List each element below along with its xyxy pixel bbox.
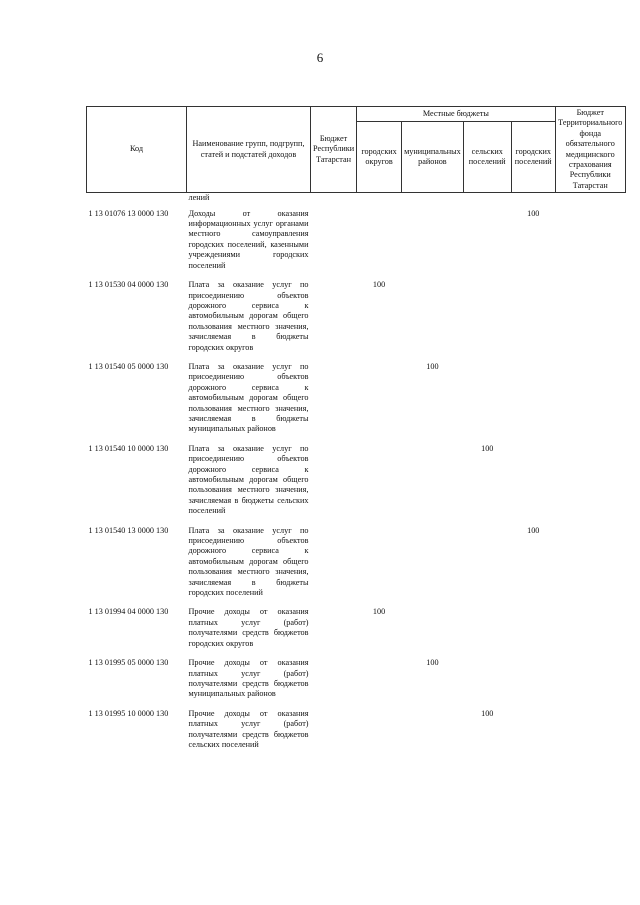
row-urban-value: 100 — [527, 208, 540, 218]
row-city-value — [357, 709, 402, 760]
row-rural-value — [463, 607, 511, 658]
row-urban-value: 100 — [527, 525, 540, 535]
table-row — [87, 607, 626, 658]
row-urban-value — [511, 658, 555, 709]
row-urban-value — [511, 280, 555, 362]
row-rural-value — [463, 362, 511, 444]
table-row — [87, 658, 626, 709]
row-rural-value: 100 — [481, 708, 494, 718]
row-mun-value — [402, 280, 464, 362]
row-mun-value — [402, 607, 464, 658]
row-code: 1 13 01995 10 0000 130 — [88, 708, 169, 718]
row-rt-value — [311, 658, 357, 709]
row-urban-value — [511, 444, 555, 526]
table-row — [87, 209, 626, 280]
row-city-value — [357, 444, 402, 526]
row-mun-value — [402, 709, 464, 760]
row-name: Плата за оказание услуг по присоединению объектов дорожного сервиса к автомобильным дорогам общего пользования местного значения, зачисляемая в бюджеты сельских поселений — [188, 443, 309, 516]
row-code: 1 13 01540 05 0000 130 — [88, 361, 169, 371]
row-city-value: 100 — [372, 607, 386, 617]
row-urban-value — [511, 709, 555, 760]
row-rural-value — [463, 209, 511, 280]
row-rural-value — [463, 658, 511, 709]
continuation-text: лений — [188, 193, 210, 203]
row-mun-value — [402, 209, 464, 280]
table-row — [87, 444, 626, 526]
row-name: Плата за оказание услуг по присоединению объектов дорожного сервиса к автомобильным дорогам общего пользования местного значения, зачисляемая в бюджеты городских поселений — [188, 525, 309, 598]
row-code: 1 13 01995 05 0000 130 — [88, 658, 169, 668]
row-city-value — [357, 362, 402, 444]
header-urban-settlements: городских поселений — [511, 122, 555, 193]
row-name: Прочие доходы от оказания платных услуг (работ) получателями средств бюджетов сельских поселений — [188, 708, 309, 749]
header-municipal-districts: муниципальных районов — [402, 122, 464, 193]
row-mun-value: 100 — [426, 361, 439, 371]
header-rt-budget: Бюджет Республики Татарстан — [311, 107, 357, 193]
header-code: Код — [87, 107, 187, 193]
table-row — [87, 526, 626, 608]
row-name: Плата за оказание услуг по присоединению объектов дорожного сервиса к автомобильным дорогам общего пользования местного значения, зачисляемая в бюджеты муниципальных районов — [188, 361, 309, 434]
row-rural-value — [463, 526, 511, 608]
row-name: Прочие доходы от оказания платных услуг (работ) получателями средств бюджетов городских округов — [188, 607, 309, 648]
row-code: 1 13 01076 13 0000 130 — [88, 208, 169, 218]
header-tfoms: Бюджет Территориального фонда обязательного медицинского страхования Республики Татарстан — [555, 107, 625, 193]
row-code: 1 13 01530 04 0000 130 — [88, 280, 169, 290]
row-rt-value — [311, 526, 357, 608]
row-rt-value — [311, 362, 357, 444]
row-city-value: 100 — [372, 280, 386, 290]
row-urban-value — [511, 362, 555, 444]
row-rt-value — [311, 209, 357, 280]
row-rural-value — [463, 280, 511, 362]
row-city-value — [357, 209, 402, 280]
row-mun-value — [402, 444, 464, 526]
header-local-budgets: Местные бюджеты — [357, 107, 556, 122]
row-mun-value — [402, 526, 464, 608]
revenue-distribution-table — [86, 106, 626, 759]
row-mun-value: 100 — [426, 658, 439, 668]
table-row — [87, 280, 626, 362]
row-name: Прочие доходы от оказания платных услуг (работ) получателями средств бюджетов муниципальных районов — [188, 658, 309, 699]
row-rt-value — [311, 607, 357, 658]
row-city-value — [357, 658, 402, 709]
header-name: Наименование групп, подгрупп, статей и подстатей доходов — [187, 107, 311, 193]
table-row — [87, 362, 626, 444]
row-code: 1 13 01540 13 0000 130 — [88, 525, 169, 535]
row-code: 1 13 01994 04 0000 130 — [88, 607, 169, 617]
row-name: Доходы от оказания информационных услуг органами местного самоуправления городских поселений, казенными учреждениями городских поселений — [188, 208, 309, 270]
continuation-row — [87, 193, 626, 209]
page-number: 6 — [316, 50, 324, 65]
row-urban-value — [511, 607, 555, 658]
row-rt-value — [311, 280, 357, 362]
row-name: Плата за оказание услуг по присоединению объектов дорожного сервиса к автомобильным дорогам общего пользования местного значения, зачисляемая в бюджеты городских округов — [188, 280, 309, 352]
header-rural-settlements: сельских поселений — [463, 122, 511, 193]
row-rural-value: 100 — [481, 443, 494, 453]
row-city-value — [357, 526, 402, 608]
header-city-districts: городских округов — [357, 122, 402, 193]
table-row — [87, 709, 626, 760]
row-rt-value — [311, 444, 357, 526]
row-rt-value — [311, 709, 357, 760]
row-code: 1 13 01540 10 0000 130 — [88, 443, 169, 453]
